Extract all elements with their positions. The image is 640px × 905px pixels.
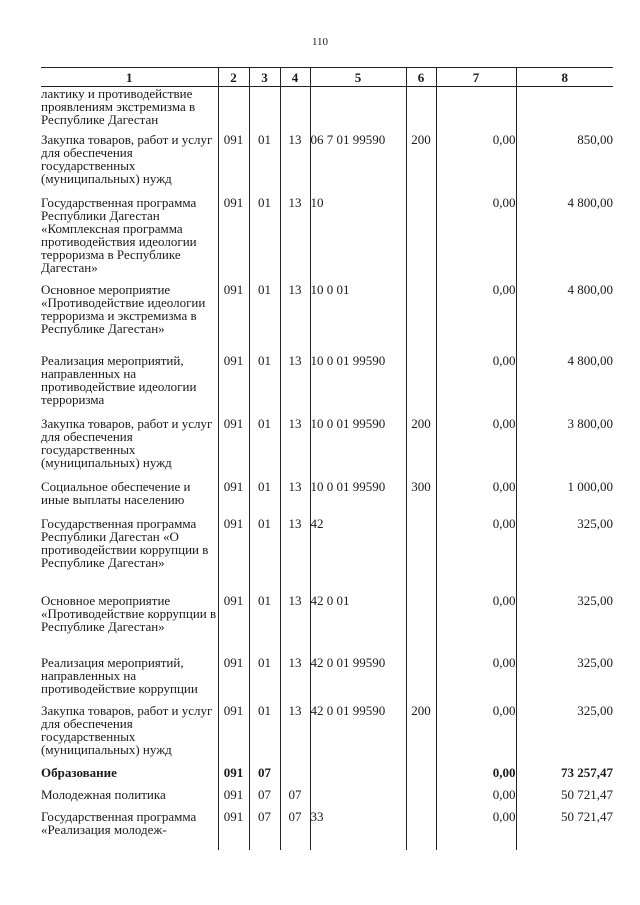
table-row (41, 87, 613, 134)
budget-table (41, 67, 613, 850)
row-c6-cell: 200 (406, 417, 436, 480)
row-name-cell: Основное мероприятие «Противодействие коррупции в Республике Дагестан» (41, 594, 218, 656)
row-c7-cell (436, 87, 516, 134)
row-c5-cell: 06 7 01 99590 (310, 133, 406, 196)
table-row (41, 196, 613, 283)
row-c5-cell: 10 0 01 (310, 283, 406, 354)
row-c4-cell: 13 (280, 354, 310, 417)
row-c3-cell: 07 (249, 766, 280, 788)
row-name-cell: Образование (41, 766, 218, 788)
row-c5-cell: 42 (310, 517, 406, 594)
row-c3-cell: 07 (249, 788, 280, 810)
row-c4-cell: 13 (280, 594, 310, 656)
row-name-cell: Государственная программа Республики Дагестан «О противодействии коррупции в Республике Дагестан» (41, 517, 218, 594)
row-c8-cell: 1 000,00 (567, 479, 613, 494)
row-c3-cell: 01 (249, 517, 280, 594)
table-row (41, 480, 613, 517)
row-c6-cell (406, 766, 436, 788)
column-header: 6 (406, 68, 436, 87)
row-c8-cell: 73 257,47 (561, 765, 613, 780)
column-header: 7 (436, 68, 516, 87)
row-c8-cell: 50 721,47 (561, 809, 613, 824)
row-c4-cell (280, 766, 310, 788)
row-c5-cell (310, 788, 406, 810)
row-c4-cell: 13 (280, 480, 310, 517)
row-c3-cell: 01 (249, 196, 280, 283)
row-c2-cell: 091 (218, 354, 249, 417)
column-header: 3 (249, 68, 280, 87)
row-c6-cell (406, 810, 436, 850)
row-c4-cell: 07 (280, 788, 310, 810)
row-c8-cell: 50 721,47 (561, 787, 613, 802)
row-c3-cell (249, 87, 280, 134)
row-c7-cell: 0,00 (436, 196, 516, 283)
row-c4-cell: 13 (280, 417, 310, 480)
row-c7-cell: 0,00 (436, 810, 516, 850)
row-c4-cell: 13 (280, 133, 310, 196)
row-c6-cell (406, 196, 436, 283)
row-c3-cell: 01 (249, 480, 280, 517)
row-name-cell: Закупка товаров, работ и услуг для обеспечения государственных (муниципальных) нужд (41, 133, 218, 196)
table-row (41, 594, 613, 656)
row-c7-cell: 0,00 (436, 133, 516, 196)
row-c8-cell: 4 800,00 (567, 282, 613, 297)
row-name-cell: Социальное обеспечение и иные выплаты населению (41, 480, 218, 517)
table-row (41, 417, 613, 480)
row-c5-cell: 42 0 01 99590 (310, 656, 406, 704)
row-c7-cell: 0,00 (436, 283, 516, 354)
row-c5-cell (310, 766, 406, 788)
row-c8-cell: 4 800,00 (567, 195, 613, 210)
row-c2-cell: 091 (218, 133, 249, 196)
row-c8-cell: 325,00 (577, 703, 613, 718)
row-c5-cell: 10 0 01 99590 (310, 480, 406, 517)
row-c4-cell: 13 (280, 704, 310, 766)
row-c3-cell: 01 (249, 656, 280, 704)
row-c7-cell: 0,00 (436, 704, 516, 766)
row-name-cell: Государственная программа «Реализация молодеж- (41, 810, 218, 850)
row-c8-cell: 325,00 (577, 516, 613, 531)
row-c8-cell: 325,00 (577, 655, 613, 670)
row-name-cell: Реализация мероприятий, направленных на противодействие коррупции (41, 656, 218, 704)
table-row (41, 788, 613, 810)
row-c3-cell: 01 (249, 594, 280, 656)
row-c6-cell: 200 (406, 704, 436, 766)
row-c6-cell (406, 594, 436, 656)
table-row (41, 766, 613, 788)
row-c8-cell: 850,00 (577, 132, 613, 147)
row-c7-cell: 0,00 (436, 417, 516, 480)
row-c2-cell: 091 (218, 766, 249, 788)
row-c2-cell: 091 (218, 283, 249, 354)
row-name-cell: Реализация мероприятий, направленных на противодействие идеологии терроризма (41, 354, 218, 417)
column-header: 4 (280, 68, 310, 87)
row-c2-cell: 091 (218, 810, 249, 850)
table-row (41, 517, 613, 594)
row-c8-cell: 325,00 (577, 593, 613, 608)
row-c2-cell: 091 (218, 656, 249, 704)
row-c8-cell: 4 800,00 (567, 353, 613, 368)
row-c2-cell: 091 (218, 196, 249, 283)
row-c6-cell (406, 517, 436, 594)
row-c3-cell: 01 (249, 133, 280, 196)
row-c4-cell (280, 87, 310, 134)
table-row (41, 704, 613, 766)
table-row (41, 354, 613, 417)
row-c3-cell: 01 (249, 283, 280, 354)
row-c3-cell: 01 (249, 417, 280, 480)
row-c8-cell (516, 87, 613, 134)
row-c2-cell: 091 (218, 480, 249, 517)
row-name-cell: Государственная программа Республики Дагестан «Комплексная программа противодействия идеологии терроризма в Республике Дагестан» (41, 196, 218, 283)
row-c2-cell: 091 (218, 594, 249, 656)
row-c6-cell (406, 354, 436, 417)
row-c2-cell: 091 (218, 417, 249, 480)
table-row (41, 283, 613, 354)
row-name-cell: Молодежная политика (41, 788, 218, 810)
page-number: 110 (311, 36, 329, 48)
row-c7-cell: 0,00 (436, 766, 516, 788)
row-c4-cell: 13 (280, 196, 310, 283)
row-c8-cell: 3 800,00 (567, 416, 613, 431)
row-c3-cell: 01 (249, 354, 280, 417)
row-c5-cell: 10 0 01 99590 (310, 417, 406, 480)
row-c2-cell: 091 (218, 788, 249, 810)
header-row (41, 68, 613, 87)
row-c4-cell: 07 (280, 810, 310, 850)
row-c6-cell: 200 (406, 133, 436, 196)
row-c7-cell: 0,00 (436, 517, 516, 594)
row-c5-cell: 42 0 01 99590 (310, 704, 406, 766)
row-c2-cell: 091 (218, 704, 249, 766)
row-c7-cell: 0,00 (436, 354, 516, 417)
row-c6-cell (406, 87, 436, 134)
row-c4-cell: 13 (280, 283, 310, 354)
row-c7-cell: 0,00 (436, 788, 516, 810)
column-header: 8 (516, 68, 613, 87)
row-c6-cell (406, 283, 436, 354)
row-c4-cell: 13 (280, 656, 310, 704)
row-c3-cell: 07 (249, 810, 280, 850)
row-c5-cell: 10 0 01 99590 (310, 354, 406, 417)
row-c7-cell: 0,00 (436, 480, 516, 517)
row-c7-cell: 0,00 (436, 594, 516, 656)
row-name-cell: лактику и противодействие проявлениям экстремизма в Республике Дагестан (41, 87, 218, 134)
column-header: 5 (310, 68, 406, 87)
table-row (41, 656, 613, 704)
row-c2-cell (218, 87, 249, 134)
row-c5-cell: 42 0 01 (310, 594, 406, 656)
row-c3-cell: 01 (249, 704, 280, 766)
row-c5-cell (310, 87, 406, 134)
row-c4-cell: 13 (280, 517, 310, 594)
row-c2-cell: 091 (218, 517, 249, 594)
row-c5-cell: 10 (310, 196, 406, 283)
table-row (41, 133, 613, 196)
row-c7-cell: 0,00 (436, 656, 516, 704)
column-header: 1 (41, 68, 218, 87)
row-name-cell: Закупка товаров, работ и услуг для обеспечения государственных (муниципальных) нужд (41, 417, 218, 480)
column-header: 2 (218, 68, 249, 87)
row-name-cell: Закупка товаров, работ и услуг для обеспечения государственных (муниципальных) нужд (41, 704, 218, 766)
row-c6-cell (406, 788, 436, 810)
row-c6-cell (406, 656, 436, 704)
table-row (41, 810, 613, 850)
row-c6-cell: 300 (406, 480, 436, 517)
row-c5-cell: 33 (310, 810, 406, 850)
row-name-cell: Основное мероприятие «Противодействие идеологии терроризма и экстремизма в Республике Дагестан» (41, 283, 218, 354)
